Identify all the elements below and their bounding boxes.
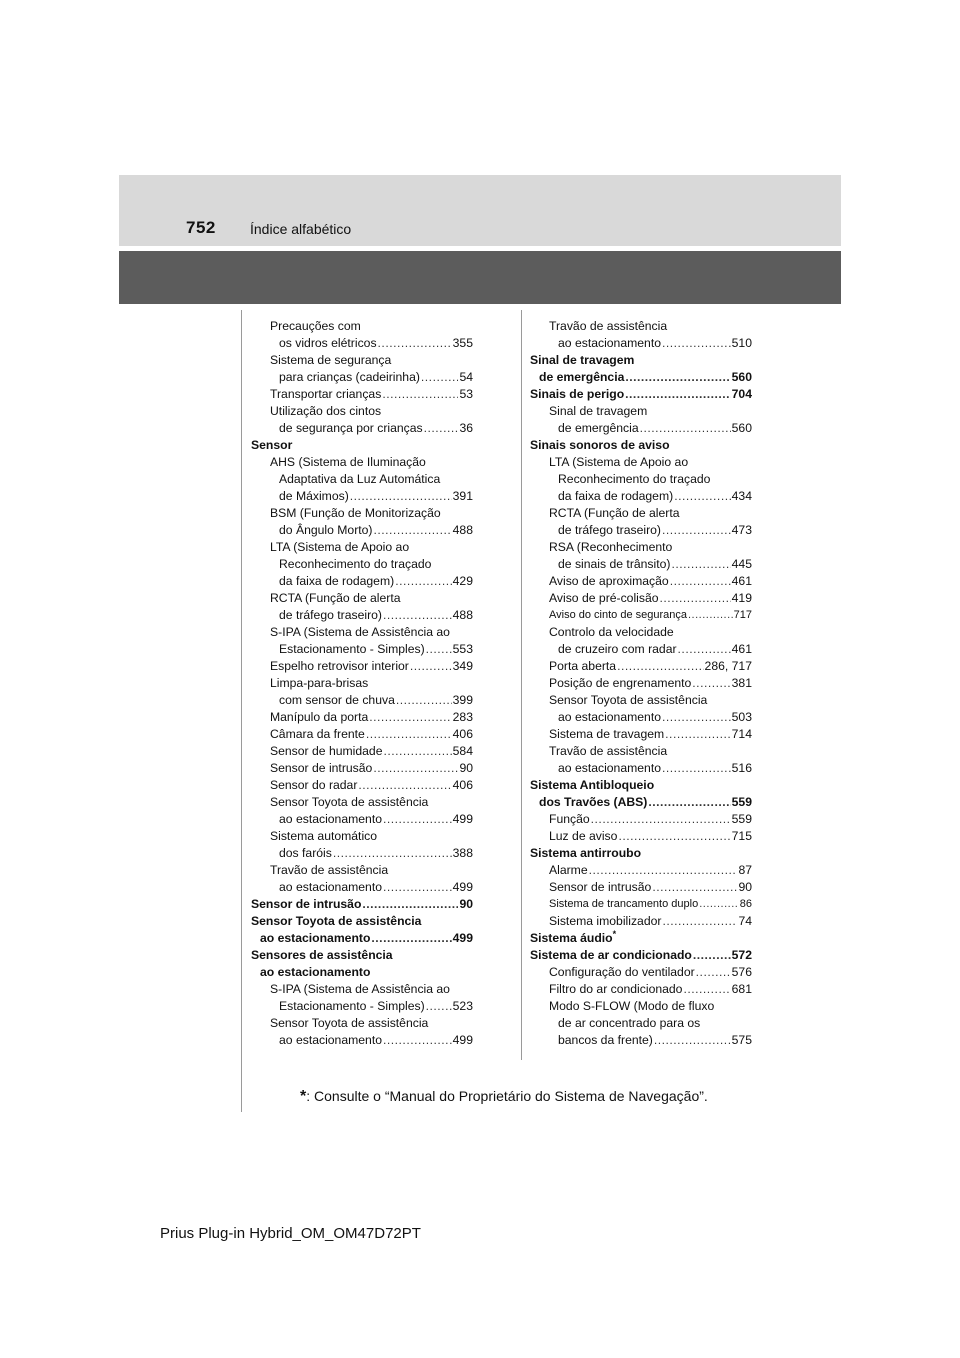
index-entry: com sensor de chuva ..... 399 [251,692,473,709]
left-column-rule [241,310,242,1112]
index-entry: de sinais de trânsito) ..... 445 [530,556,752,573]
index-entry: para crianças (cadeirinha) ..... 54 [251,369,473,386]
index-entry: da faixa de rodagem) ..... 429 [251,573,473,590]
index-entry: Sensor de intrusão ..... 90 [530,879,752,896]
footnote-text: : Consulte o “Manual do Proprietário do Sistema de Navegação”. [306,1088,708,1104]
footnote-marker: * [612,928,617,939]
index-entry: os vidros elétricos ..... 355 [251,335,473,352]
footer-model-code: Prius Plug-in Hybrid_OM_OM47D72PT [160,1225,421,1242]
index-entry: Limpa-para-brisas [270,676,369,690]
index-entry: Travão de assistência [549,744,668,758]
index-entry: Sinal de travagem [549,404,648,418]
index-heading: Sistema antirroubo [530,846,642,860]
index-entry: Manípulo da porta ..... 283 [251,709,473,726]
index-entry: AHS (Sistema de Iluminação [270,455,426,469]
index-heading: Sistema Antibloqueio [530,778,655,792]
index-entry: S-IPA (Sistema de Assistência ao [270,982,450,996]
index-entry: Sistema imobilizador ..... 74 [530,913,752,930]
index-entry: Sensor Toyota de assistência [549,693,708,707]
index-entry: Sensor do radar ..... 406 [251,777,473,794]
index-entry: Modo S-FLOW (Modo de fluxo [549,999,715,1013]
index-entry: ao estacionamento ..... 499 [251,811,473,828]
index-entry: BSM (Função de Monitorização [270,506,441,520]
header-band [119,175,841,246]
index-entry: Sensor de intrusão ..... 90 [251,760,473,777]
index-column-right [530,318,752,1049]
index-entry: ao estacionamento ..... 499 [251,879,473,896]
index-heading: Sensor Toyota de assistência [251,914,422,928]
index-entry: da faixa de rodagem) ..... 434 [530,488,752,505]
index-entry: bancos da frente) ..... 575 [530,1032,752,1049]
index-entry: Sistema de trancamento duplo ..... 86 [530,896,752,913]
index-heading: Sistema áudio* [530,928,617,945]
index-heading: Sinais de perigo ..... 704 [530,386,752,403]
index-heading: Sensores de assistência [251,948,393,962]
index-entry: ao estacionamento ..... 503 [530,709,752,726]
section-title: Índice alfabético [250,221,352,237]
index-entry: Travão de assistência [270,863,389,877]
index-entry: Travão de assistência [549,319,668,333]
index-entry: Adaptativa da Luz Automática [279,472,441,486]
index-entry: Controlo da velocidade [549,625,674,639]
index-entry: ao estacionamento ..... 516 [530,760,752,777]
index-entry: Precauções com [270,319,361,333]
index-heading: ao estacionamento [260,965,371,979]
index-entry: de cruzeiro com radar ..... 461 [530,641,752,658]
index-entry: Aviso de aproximação ..... 461 [530,573,752,590]
index-entry: Posição de engrenamento ..... 381 [530,675,752,692]
index-entry: Sistema de travagem ..... 714 [530,726,752,743]
index-entry: Filtro do ar condicionado ..... 681 [530,981,752,998]
index-entry: Reconhecimento do traçado [558,472,711,486]
index-entry: Configuração do ventilador ..... 576 [530,964,752,981]
index-entry: ao estacionamento ..... 510 [530,335,752,352]
index-entry: de tráfego traseiro) ..... 488 [251,607,473,624]
index-entry: Função ..... 559 [530,811,752,828]
index-entry: de segurança por crianças ..... 36 [251,420,473,437]
index-entry: Porta aberta ..... 286, 717 [530,658,752,675]
index-entry: de Máximos) ..... 391 [251,488,473,505]
index-entry: Sensor Toyota de assistência [270,1016,429,1030]
index-entry: Utilização dos cintos [270,404,382,418]
index-entry: Transportar crianças ..... 53 [251,386,473,403]
index-entry: Reconhecimento do traçado [279,557,432,571]
index-entry: de tráfego traseiro) ..... 473 [530,522,752,539]
index-entry: Estacionamento - Simples) ..... 553 [251,641,473,658]
index-entry: Alarme ..... 87 [530,862,752,879]
index-entry: do Ângulo Morto) ..... 488 [251,522,473,539]
footnote-star: * [300,1088,307,1105]
index-entry: Estacionamento - Simples) ..... 523 [251,998,473,1015]
index-entry: RSA (Reconhecimento [549,540,673,554]
index-entry: LTA (Sistema de Apoio ao [270,540,410,554]
index-entry: Aviso de pré-colisão ..... 419 [530,590,752,607]
index-entry: Sensor Toyota de assistência [270,795,429,809]
index-entry: Câmara da frente ..... 406 [251,726,473,743]
index-heading: Sinais sonoros de aviso [530,438,670,452]
index-entry: Sensor de humidade ..... 584 [251,743,473,760]
index-entry: Espelho retrovisor interior ..... 349 [251,658,473,675]
index-entry: RCTA (Função de alerta [270,591,401,605]
index-entry: de ar concentrado para os [558,1016,701,1030]
index-column-left [251,318,473,1049]
index-entry: S-IPA (Sistema de Assistência ao [270,625,450,639]
index-entry: Aviso do cinto de segurança ..... 717 [530,607,752,624]
index-entry: Sistema automático [270,829,378,843]
index-entry: Sistema de segurança [270,353,392,367]
index-heading: Sinal de travagem [530,353,635,367]
index-entry: ao estacionamento ..... 499 [251,1032,473,1049]
footnote [300,1088,708,1106]
index-entry: RCTA (Função de alerta [549,506,680,520]
column-divider [521,310,522,1060]
index-entry: dos faróis ..... 388 [251,845,473,862]
index-heading: Sistema de ar condicionado ..... 572 [530,947,752,964]
index-entry: de emergência ..... 560 [530,420,752,437]
index-heading: de emergência ..... 560 [530,369,752,386]
index-heading: dos Travões (ABS) ..... 559 [530,794,752,811]
index-heading: Sensor de intrusão ..... 90 [251,896,473,913]
page-number: 752 [186,218,216,237]
index-heading: ao estacionamento ..... 499 [251,930,473,947]
header-dark-band [119,251,841,304]
index-heading: Sensor [251,438,293,452]
index-entry: Luz de aviso ..... 715 [530,828,752,845]
index-entry: LTA (Sistema de Apoio ao [549,455,689,469]
